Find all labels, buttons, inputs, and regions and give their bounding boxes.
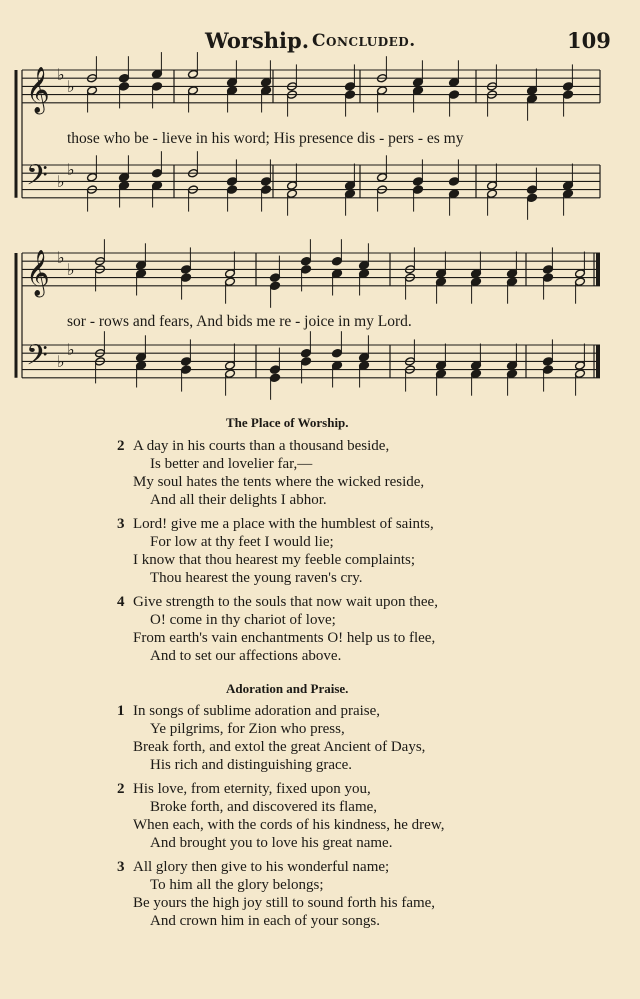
note-head: [270, 273, 281, 282]
note-head: [449, 78, 460, 87]
stanza-number: 2: [117, 781, 125, 797]
flat-sign: ♭: [57, 352, 65, 371]
note-head: [413, 86, 424, 95]
note-head: [345, 82, 356, 91]
note-head: [287, 189, 298, 198]
lyrics-system-1: those who be - lieve in his word; His presence dis - pers - es my: [67, 130, 464, 147]
note-head: [332, 269, 343, 278]
note-head: [227, 86, 238, 95]
note-head: [136, 353, 147, 362]
verse-line: Lord! give me a place with the humblest of saints,: [133, 516, 434, 532]
verse-line: O! come in thy chariot of love;: [150, 612, 336, 628]
note-head: [332, 257, 343, 266]
treble-clef: 𝄞: [26, 250, 50, 296]
note-head: [225, 369, 236, 378]
note-head: [225, 269, 236, 278]
note-head: [575, 361, 586, 370]
note-head: [449, 177, 460, 186]
note-head: [563, 181, 574, 190]
note-head: [227, 78, 238, 87]
note-head: [487, 189, 498, 198]
note-head: [507, 277, 518, 286]
note-head: [359, 361, 370, 370]
note-head: [136, 261, 147, 270]
note-head: [543, 365, 554, 374]
note-head: [527, 185, 538, 194]
note-head: [270, 365, 281, 374]
note-head: [507, 361, 518, 370]
note-head: [527, 94, 538, 103]
hymn-title: Adoration and Praise.: [226, 681, 349, 696]
stanza-number: 3: [117, 859, 125, 875]
note-head: [413, 177, 424, 186]
staves: [16, 70, 600, 378]
clefs-and-signatures: [26, 65, 75, 379]
note-head: [225, 277, 236, 286]
note-head: [575, 277, 586, 286]
note-head: [261, 177, 272, 186]
note-head: [487, 181, 498, 190]
note-head: [188, 86, 199, 95]
note-head: [270, 373, 281, 382]
note-head: [377, 86, 388, 95]
page-number: 109: [567, 28, 611, 53]
flat-sign: ♭: [57, 248, 65, 267]
stanza-number: 4: [117, 594, 125, 610]
flat-sign: ♭: [67, 160, 75, 179]
note-head: [301, 257, 312, 266]
verse-line: A day in his courts than a thousand beside,: [133, 438, 390, 454]
note-head: [471, 369, 482, 378]
flat-sign: ♭: [67, 260, 75, 279]
verse-line: Is better and lovelier far,—: [150, 456, 313, 472]
verse-line: I know that thou hearest my feeble complaints;: [133, 552, 416, 568]
note-head: [436, 369, 447, 378]
note-head: [136, 361, 147, 370]
note-head: [188, 69, 199, 78]
page-subtitle: Concluded.: [312, 31, 416, 51]
note-head: [87, 173, 98, 182]
note-head: [345, 181, 356, 190]
note-head: [575, 369, 586, 378]
note-head: [449, 189, 460, 198]
note-head: [119, 181, 130, 190]
note-head: [527, 86, 538, 95]
note-head: [359, 269, 370, 278]
note-head: [563, 90, 574, 99]
stanza-number: 3: [117, 516, 125, 532]
note-head: [543, 357, 554, 366]
note-head: [181, 357, 192, 366]
final-barline: [596, 253, 600, 286]
final-barline: [596, 345, 600, 378]
verse-line: To him all the glory belongs;: [150, 877, 324, 893]
note-head: [181, 265, 192, 274]
verse-line: My soul hates the tents where the wicked reside,: [133, 474, 425, 490]
note-head: [377, 173, 388, 182]
verse-line: Ye pilgrims, for Zion who press,: [150, 721, 345, 737]
verse-line: His love, from eternity, fixed upon you,: [133, 781, 371, 797]
note-head: [563, 82, 574, 91]
lyrics-system-2: sor - rows and fears, And bids me re - joice in my Lord.: [67, 313, 412, 330]
flat-sign: ♭: [67, 77, 75, 96]
note-head: [449, 90, 460, 99]
stanza-number: 1: [117, 703, 125, 719]
note-head: [575, 269, 586, 278]
note-head: [345, 189, 356, 198]
note-head: [227, 185, 238, 194]
note-head: [119, 173, 130, 182]
verse-line: When each, with the cords of his kindness, he drew,: [133, 817, 445, 833]
note-head: [301, 349, 312, 358]
note-head: [471, 361, 482, 370]
note-head: [119, 74, 130, 83]
note-head: [152, 82, 163, 91]
bass-clef: 𝄢: [26, 339, 48, 379]
note-head: [359, 261, 370, 270]
note-head: [87, 86, 98, 95]
note-head: [261, 185, 272, 194]
verse-line: From earth's vain enchantments O! help us to flee,: [133, 630, 436, 646]
note-head: [152, 169, 163, 178]
note-head: [152, 181, 163, 190]
flat-sign: ♭: [57, 65, 65, 84]
flat-sign: ♭: [67, 340, 75, 359]
note-head: [563, 189, 574, 198]
note-head: [359, 353, 370, 362]
treble-clef: 𝄞: [26, 67, 50, 113]
verse-line: And crown him in each of your songs.: [150, 913, 380, 929]
note-head: [261, 78, 272, 87]
verse-line: For low at thy feet I would lie;: [150, 534, 334, 550]
note-head: [227, 177, 238, 186]
note-head: [471, 277, 482, 286]
note-head: [181, 273, 192, 282]
note-head: [225, 361, 236, 370]
verse-line: Thou hearest the young raven's cry.: [150, 570, 363, 586]
note-head: [471, 269, 482, 278]
flat-sign: ♭: [57, 172, 65, 191]
verse-line: And brought you to love his great name.: [150, 835, 393, 851]
note-head: [507, 269, 518, 278]
note-head: [436, 361, 447, 370]
verse-line: Break forth, and extol the great Ancient of Days,: [133, 739, 426, 755]
note-head: [332, 361, 343, 370]
note-head: [261, 86, 272, 95]
note-head: [152, 69, 163, 78]
verse-line: In songs of sublime adoration and praise,: [133, 703, 381, 719]
note-head: [136, 269, 147, 278]
note-head: [436, 269, 447, 278]
verse-line: And to set our affections above.: [150, 648, 342, 664]
verse-line: Be yours the high joy still to sound forth his fame,: [133, 895, 436, 911]
notes: [87, 52, 586, 400]
note-head: [119, 82, 130, 91]
bass-clef: 𝄢: [26, 159, 48, 199]
note-head: [436, 277, 447, 286]
page-title: Worship.: [205, 28, 310, 53]
note-head: [332, 349, 343, 358]
note-head: [413, 185, 424, 194]
verse-line: And all their delights I abhor.: [150, 492, 327, 508]
note-head: [270, 281, 281, 290]
stanza-number: 2: [117, 438, 125, 454]
verse-line: All glory then give to his wonderful name;: [133, 859, 390, 875]
verse-line: Broke forth, and discovered its flame,: [150, 799, 378, 815]
note-head: [413, 78, 424, 87]
note-head: [301, 357, 312, 366]
note-head: [527, 193, 538, 202]
verse-line: Give strength to the souls that now wait upon thee,: [133, 594, 438, 610]
note-head: [507, 369, 518, 378]
note-head: [345, 90, 356, 99]
note-head: [301, 265, 312, 274]
hymn-title: The Place of Worship.: [226, 415, 349, 430]
note-head: [543, 273, 554, 282]
note-head: [181, 365, 192, 374]
note-head: [543, 265, 554, 274]
verse-line: His rich and distinguishing grace.: [150, 757, 353, 773]
note-head: [287, 181, 298, 190]
